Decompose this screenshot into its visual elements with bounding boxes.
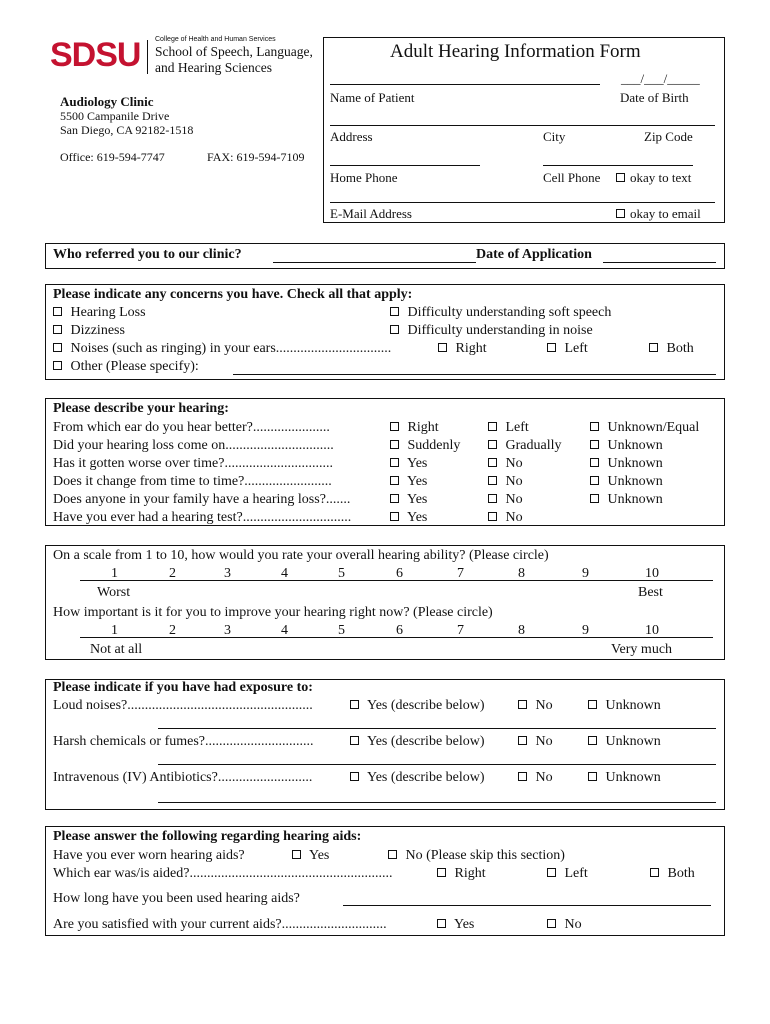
exposure-item-3: Intravenous (IV) Antibiotics?...........................	[53, 770, 313, 785]
q4-option-a-label: Yes	[406, 474, 428, 489]
q6-option-a-label: Yes	[406, 510, 428, 525]
describe-q3: Has it gotten worse over time?...............................	[53, 456, 333, 471]
checkbox-icon	[437, 919, 446, 928]
scale2-very-much: Very much	[611, 642, 673, 657]
aids-satisfied-question: Are you satisfied with your current aids?..............................	[53, 917, 387, 932]
aids-satisfied-yes-label: Yes	[453, 917, 475, 932]
q2-option-b[interactable]	[488, 437, 561, 455]
aids-worn-no-label: No (Please skip this section)	[405, 848, 565, 863]
noises-both-checkbox[interactable]	[649, 341, 694, 357]
noises-left-checkbox[interactable]	[547, 341, 588, 357]
clinic-fax: FAX: 619-594-7109	[207, 150, 305, 164]
scale1-n9[interactable]: 9	[582, 566, 589, 581]
describe-q5: Does anyone in your family have a hearing loss?.......	[53, 492, 351, 507]
scale2-n3[interactable]: 3	[224, 623, 231, 638]
q1-option-b[interactable]	[488, 419, 529, 437]
exposure1-no-label: No	[535, 698, 553, 713]
checkbox-icon	[53, 325, 62, 334]
hearing-loss-label: Hearing Loss	[70, 305, 146, 320]
scale2-line	[80, 637, 713, 638]
checkbox-icon	[390, 307, 399, 316]
checkbox-icon	[390, 458, 399, 467]
checkbox-icon	[649, 343, 658, 352]
scale1-n1[interactable]: 1	[111, 566, 118, 581]
scale-q1: On a scale from 1 to 10, how would you rate your overall hearing ability? (Please circle)	[53, 548, 549, 563]
email-label: E-Mail Address	[330, 206, 412, 221]
checkbox-icon	[590, 494, 599, 503]
checkbox-icon	[547, 343, 556, 352]
soft-speech-checkbox[interactable]	[390, 305, 611, 321]
checkbox-icon	[616, 173, 625, 182]
q1-option-c[interactable]	[590, 419, 699, 437]
checkbox-icon	[518, 700, 527, 709]
exposure2-yes-label: Yes (describe below)	[366, 734, 485, 749]
q4-option-b[interactable]	[488, 473, 523, 491]
aids-left[interactable]	[547, 866, 588, 882]
scale2-n6[interactable]: 6	[396, 623, 403, 638]
home-phone-label: Home Phone	[330, 170, 398, 185]
checkbox-icon	[350, 700, 359, 709]
dob-label: Date of Birth	[620, 90, 689, 105]
exposure3-describe-field[interactable]	[158, 802, 716, 803]
q4-option-c-label: Unknown	[607, 474, 663, 489]
cell-phone-label: Cell Phone	[543, 170, 601, 185]
exposure3-yes[interactable]	[350, 770, 485, 786]
q5-option-a-label: Yes	[406, 492, 428, 507]
exposure1-yes-label: Yes (describe below)	[366, 698, 485, 713]
dizziness-checkbox[interactable]	[53, 323, 125, 339]
sdsu-logo: SDSU	[50, 36, 141, 74]
college-name: College of Health and Human Services	[155, 36, 276, 43]
noises-both-label: Both	[666, 341, 694, 356]
scale2-n4[interactable]: 4	[281, 623, 288, 638]
scale2-n5[interactable]: 5	[338, 623, 345, 638]
scale1-n2[interactable]: 2	[169, 566, 176, 581]
checkbox-icon	[390, 512, 399, 521]
exposure3-no-label: No	[535, 770, 553, 785]
noises-checkbox[interactable]	[53, 341, 391, 357]
aids-both-label: Both	[667, 866, 695, 881]
home-phone-field[interactable]	[330, 165, 480, 166]
other-label: Other (Please specify):	[70, 359, 199, 374]
exposure1-describe-field[interactable]	[158, 728, 716, 729]
aids-left-label: Left	[564, 866, 588, 881]
scale1-n10[interactable]: 10	[645, 566, 659, 581]
checkbox-icon	[588, 736, 597, 745]
checkbox-icon	[488, 458, 497, 467]
checkbox-icon	[390, 476, 399, 485]
checkbox-icon	[388, 850, 397, 859]
q2-option-c-label: Unknown	[607, 438, 663, 453]
q2-option-a[interactable]	[390, 437, 460, 455]
noises-left-label: Left	[564, 341, 588, 356]
checkbox-icon	[53, 307, 62, 316]
aids-which-ear-question: Which ear was/is aided?..........................................................	[53, 866, 393, 881]
dizziness-label: Dizziness	[70, 323, 125, 338]
q3-option-a[interactable]	[390, 455, 427, 473]
noises-right-checkbox[interactable]	[438, 341, 487, 357]
clinic-address1: 5500 Campanile Drive	[60, 109, 170, 123]
exposure2-unknown[interactable]	[588, 734, 661, 750]
scale2-n9[interactable]: 9	[582, 623, 589, 638]
checkbox-icon	[590, 458, 599, 467]
q5-option-b[interactable]	[488, 491, 523, 509]
clinic-office-phone: Office: 619-594-7747	[60, 150, 165, 164]
q4-option-a[interactable]	[390, 473, 427, 491]
q1-option-a-label: Right	[407, 420, 439, 435]
zip-label: Zip Code	[644, 129, 693, 144]
aids-satisfied-yes[interactable]	[437, 917, 474, 933]
address-field[interactable]	[330, 125, 715, 126]
other-specify-field[interactable]	[233, 374, 716, 375]
okay-to-email-checkbox[interactable]	[616, 206, 701, 222]
checkbox-icon	[547, 868, 556, 877]
exposure3-yes-label: Yes (describe below)	[366, 770, 485, 785]
checkbox-icon	[390, 422, 399, 431]
checkbox-icon	[588, 772, 597, 781]
checkbox-icon	[588, 700, 597, 709]
noises-right-label: Right	[455, 341, 487, 356]
referral-field[interactable]	[273, 262, 476, 263]
checkbox-icon	[590, 440, 599, 449]
describe-q2: Did your hearing loss come on...............................	[53, 438, 334, 453]
clinic-address2: San Diego, CA 92182-1518	[60, 123, 194, 137]
exposure-item-1: Loud noises?.....................................................	[53, 698, 313, 713]
checkbox-icon	[437, 868, 446, 877]
exposure1-unknown[interactable]	[588, 698, 661, 714]
form-title: Adult Hearing Information Form	[390, 41, 641, 62]
other-checkbox[interactable]	[53, 359, 199, 375]
okay-to-text-checkbox[interactable]	[616, 170, 691, 186]
application-date-label: Date of Application	[476, 247, 592, 262]
exposure2-no-label: No	[535, 734, 553, 749]
aids-satisfied-no-label: No	[564, 917, 582, 932]
checkbox-icon	[350, 736, 359, 745]
exposure3-unknown[interactable]	[588, 770, 661, 786]
school-line1: School of Speech, Language,	[155, 44, 313, 59]
aids-how-long-question: How long have you been used hearing aids?	[53, 891, 300, 906]
clinic-name: Audiology Clinic	[60, 94, 154, 109]
checkbox-icon	[53, 343, 62, 352]
checkbox-icon	[488, 476, 497, 485]
concerns-heading: Please indicate any concerns you have. Check all that apply:	[53, 287, 413, 302]
hearing-loss-checkbox[interactable]	[53, 305, 146, 321]
scale2-n8[interactable]: 8	[518, 623, 525, 638]
checkbox-icon	[438, 343, 447, 352]
scale1-n5[interactable]: 5	[338, 566, 345, 581]
scale1-n4[interactable]: 4	[281, 566, 288, 581]
checkbox-icon	[53, 361, 62, 370]
aids-how-long-field[interactable]	[343, 905, 711, 906]
exposure2-yes[interactable]	[350, 734, 485, 750]
q5-option-c[interactable]	[590, 491, 663, 509]
scale2-not-at-all: Not at all	[90, 642, 143, 657]
school-line2: and Hearing Sciences	[155, 60, 272, 75]
scale1-n3[interactable]: 3	[224, 566, 231, 581]
exposure-heading: Please indicate if you have had exposure to:	[53, 680, 313, 695]
exposure-item-2: Harsh chemicals or fumes?...............................	[53, 734, 314, 749]
q2-option-c[interactable]	[590, 437, 663, 455]
aids-worn-yes[interactable]	[292, 848, 329, 864]
name-label: Name of Patient	[330, 90, 415, 105]
checkbox-icon	[590, 476, 599, 485]
dob-field[interactable]: ___/___/_____	[621, 71, 700, 86]
address-label: Address	[330, 129, 373, 144]
q3-option-c[interactable]	[590, 455, 663, 473]
logo-divider	[147, 40, 148, 74]
cell-phone-field[interactable]	[543, 165, 693, 166]
describe-heading: Please describe your hearing:	[53, 401, 229, 416]
okay-to-email-label: okay to email	[630, 206, 701, 221]
checkbox-icon	[547, 919, 556, 928]
describe-q6: Have you ever had a hearing test?...............................	[53, 510, 352, 525]
q6-option-b-label: No	[505, 510, 523, 525]
exposure1-no[interactable]	[518, 698, 553, 714]
aids-heading: Please answer the following regarding hearing aids:	[53, 829, 362, 844]
checkbox-icon	[390, 325, 399, 334]
q4-option-c[interactable]	[590, 473, 663, 491]
q3-option-a-label: Yes	[406, 456, 428, 471]
checkbox-icon	[390, 440, 399, 449]
exposure3-unknown-label: Unknown	[605, 770, 661, 785]
city-label: City	[543, 129, 566, 144]
scale2-n7[interactable]: 7	[457, 623, 464, 638]
aids-worn-yes-label: Yes	[308, 848, 330, 863]
soft-speech-label: Difficulty understanding soft speech	[407, 305, 612, 320]
describe-q1: From which ear do you hear better?......................	[53, 420, 330, 435]
noise-checkbox[interactable]	[390, 323, 593, 339]
noises-label: Noises (such as ringing) in your ears.................................	[70, 341, 392, 356]
checkbox-icon	[488, 422, 497, 431]
scale2-n1[interactable]: 1	[111, 623, 118, 638]
q3-option-b[interactable]	[488, 455, 523, 473]
checkbox-icon	[518, 736, 527, 745]
scale-q2: How important is it for you to improve your hearing right now? (Please circle)	[53, 605, 493, 620]
checkbox-icon	[650, 868, 659, 877]
checkbox-icon	[616, 209, 625, 218]
checkbox-icon	[488, 440, 497, 449]
checkbox-icon	[390, 494, 399, 503]
patient-name-field[interactable]	[330, 84, 600, 85]
okay-to-text-label: okay to text	[630, 170, 692, 185]
referral-question: Who referred you to our clinic?	[53, 247, 242, 262]
q4-option-b-label: No	[505, 474, 523, 489]
q1-option-c-label: Unknown/Equal	[607, 420, 700, 435]
q6-option-a[interactable]	[390, 509, 427, 527]
checkbox-icon	[292, 850, 301, 859]
scale1-line	[80, 580, 713, 581]
checkbox-icon	[488, 494, 497, 503]
q3-option-c-label: Unknown	[607, 456, 663, 471]
q5-option-a[interactable]	[390, 491, 427, 509]
exposure2-no[interactable]	[518, 734, 553, 750]
checkbox-icon	[590, 422, 599, 431]
scale2-n10[interactable]: 10	[645, 623, 659, 638]
q2-option-a-label: Suddenly	[407, 438, 461, 453]
q3-option-b-label: No	[505, 456, 523, 471]
aids-right-label: Right	[454, 866, 486, 881]
q1-option-b-label: Left	[505, 420, 529, 435]
exposure2-unknown-label: Unknown	[605, 734, 661, 749]
describe-q4: Does it change from time to time?.........................	[53, 474, 332, 489]
aids-both[interactable]	[650, 866, 695, 882]
checkbox-icon	[518, 772, 527, 781]
noise-label: Difficulty understanding in noise	[407, 323, 593, 338]
scale2-n2[interactable]: 2	[169, 623, 176, 638]
checkbox-icon	[488, 512, 497, 521]
q5-option-c-label: Unknown	[607, 492, 663, 507]
scale1-n7[interactable]: 7	[457, 566, 464, 581]
aids-worn-no[interactable]	[388, 848, 565, 864]
q6-option-b[interactable]	[488, 509, 523, 527]
application-date-field[interactable]	[603, 262, 716, 263]
scale1-worst: Worst	[97, 585, 131, 600]
scale1-best: Best	[638, 585, 663, 600]
exposure3-no[interactable]	[518, 770, 553, 786]
exposure1-yes[interactable]	[350, 698, 485, 714]
q1-option-a[interactable]	[390, 419, 439, 437]
scale1-n6[interactable]: 6	[396, 566, 403, 581]
exposure1-unknown-label: Unknown	[605, 698, 661, 713]
aids-worn-question: Have you ever worn hearing aids?	[53, 848, 245, 863]
aids-satisfied-no[interactable]	[547, 917, 582, 933]
aids-right[interactable]	[437, 866, 486, 882]
q5-option-b-label: No	[505, 492, 523, 507]
exposure2-describe-field[interactable]	[158, 764, 716, 765]
checkbox-icon	[350, 772, 359, 781]
scale1-n8[interactable]: 8	[518, 566, 525, 581]
q2-option-b-label: Gradually	[505, 438, 562, 453]
email-field[interactable]	[330, 202, 715, 203]
